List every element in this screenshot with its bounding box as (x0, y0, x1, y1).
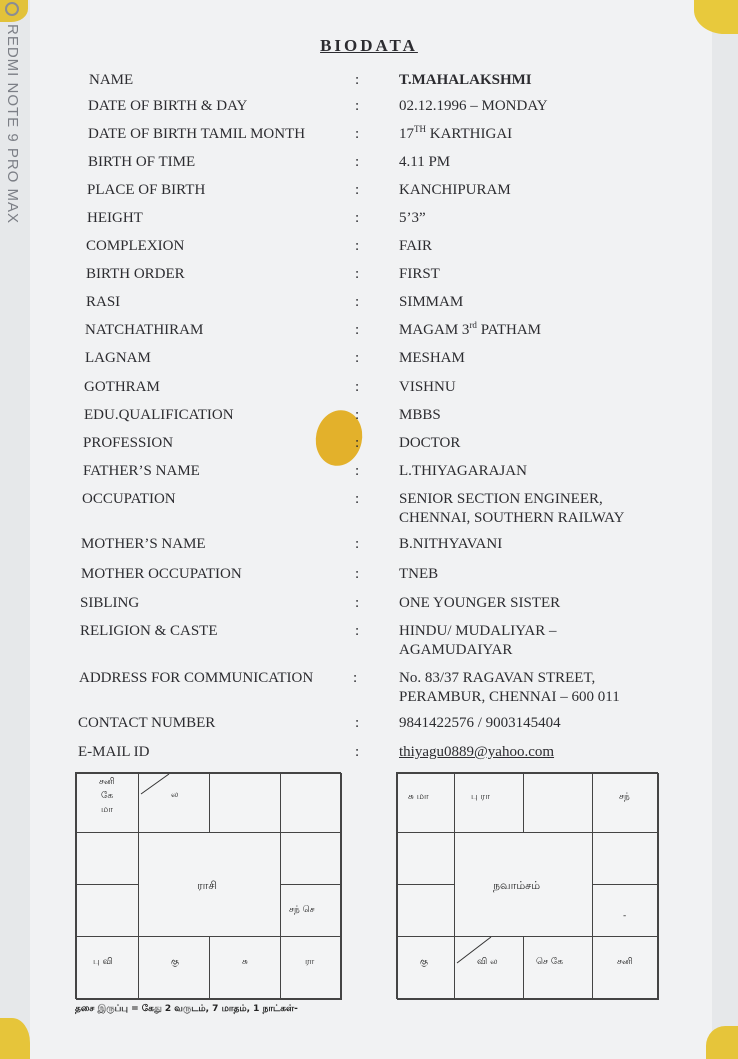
rasi-cell-top-1 (76, 773, 139, 833)
field-colon: : (355, 294, 360, 310)
field-value (399, 125, 512, 144)
field-colon: : (355, 322, 360, 338)
field-colon: : (355, 623, 360, 639)
field-label: MOTHER’S NAME (81, 536, 206, 552)
field-label: COMPLEXION (86, 238, 185, 254)
field-colon: : (355, 463, 360, 479)
field-label: LAGNAM (85, 350, 151, 366)
camera-watermark: REDMI NOTE 9 PRO MAX (4, 24, 21, 225)
value-line-2: AGAMUDAIYAR (399, 642, 513, 658)
field-value: L.THIYAGARAJAN (399, 463, 527, 479)
rasi-cell-bottom-3 (209, 936, 281, 1000)
field-colon: : (355, 407, 360, 423)
value-rest: PATHAM (476, 322, 541, 338)
field-colon: : (355, 210, 360, 226)
planet-label: வி ல (477, 957, 498, 967)
turmeric-stain-bottom-left (0, 1018, 30, 1059)
field-label: NATCHATHIRAM (85, 322, 204, 338)
navamsam-cell-top-4 (592, 773, 659, 833)
navamsam-chart (396, 772, 658, 999)
value-number: MAGAM 3 (399, 322, 470, 338)
field-label: MOTHER OCCUPATION (81, 566, 242, 582)
field-label: SIBLING (80, 595, 140, 611)
navamsam-cell-right-2 (592, 884, 659, 937)
planet-label: மா (101, 805, 113, 815)
field-label: DATE OF BIRTH TAMIL MONTH (88, 126, 306, 142)
planet-label: கு (420, 957, 428, 967)
rasi-cell-bottom-4 (280, 936, 342, 1000)
field-label: PROFESSION (83, 435, 174, 451)
value-superscript: rd (469, 320, 477, 330)
field-label: NAME (89, 72, 134, 88)
rasi-chart (75, 772, 341, 999)
rasi-cell-top-3 (209, 773, 281, 833)
value-line-2: PERAMBUR, CHENNAI – 600 011 (399, 689, 620, 705)
field-value: DOCTOR (399, 435, 461, 451)
navamsam-cell-bottom-1 (397, 936, 455, 1000)
field-colon: : (355, 379, 360, 395)
dasa-balance-note: தசை இருப்பு = கேது 2 வருடம், 7 மாதம், 1 நாட்கள்- (75, 1004, 298, 1014)
rasi-center-label: ராசி (197, 879, 218, 892)
navamsam-cell-top-2 (454, 773, 524, 833)
rasi-cell-top-4 (280, 773, 342, 833)
field-value (399, 622, 557, 660)
planet-label: சனி (617, 957, 633, 967)
navamsam-center (454, 832, 593, 937)
navamsam-cell-bottom-4 (592, 936, 659, 1000)
camera-watermark-dot (5, 2, 19, 16)
field-colon: : (355, 154, 360, 170)
lagnam-marker-line (139, 774, 211, 834)
planet-label: பு ரா (471, 792, 490, 802)
planet-label: - (623, 911, 627, 921)
planet-label: செ கே (536, 957, 563, 967)
field-value: FIRST (399, 266, 440, 282)
field-colon: : (353, 670, 358, 686)
planet-label: சு (242, 957, 248, 967)
field-value: SIMMAM (399, 294, 464, 310)
value-line-1: HINDU/ MUDALIYAR – (399, 623, 557, 639)
field-value: 4.11 PM (399, 154, 451, 170)
field-label: E-MAIL ID (78, 744, 150, 760)
planet-label: சு மா (408, 792, 429, 802)
field-colon: : (355, 536, 360, 552)
planet-label: சந் செ (289, 905, 315, 915)
rasi-center (138, 832, 281, 937)
rasi-cell-right-2 (280, 884, 342, 937)
field-colon: : (355, 266, 360, 282)
value-superscript: TH (414, 124, 426, 134)
field-colon: : (355, 715, 360, 731)
field-value (399, 321, 541, 340)
field-colon: : (355, 72, 360, 88)
navamsam-cell-left-1 (397, 832, 455, 885)
field-value: MBBS (399, 407, 441, 423)
field-value: B.NITHYAVANI (399, 536, 503, 552)
navamsam-cell-bottom-2 (454, 936, 524, 1000)
field-value: 02.12.1996 – MONDAY (399, 98, 548, 114)
rasi-cell-right-1 (280, 832, 342, 885)
value-line-1: SENIOR SECTION ENGINEER, (399, 491, 603, 507)
field-value: MESHAM (399, 350, 465, 366)
field-label: RASI (86, 294, 121, 310)
field-label: GOTHRAM (84, 379, 160, 395)
field-label: FATHER’S NAME (83, 463, 200, 479)
field-label: HEIGHT (87, 210, 143, 226)
field-label: ADDRESS FOR COMMUNICATION (79, 670, 314, 686)
field-colon: : (355, 182, 360, 198)
field-label: BIRTH ORDER (86, 266, 185, 282)
rasi-cell-top-2 (138, 773, 210, 833)
rasi-cell-left-2 (76, 884, 139, 937)
field-value: TNEB (399, 566, 439, 582)
field-colon: : (355, 435, 360, 451)
planet-label: ரா (305, 957, 315, 967)
planet-label: பு வி (93, 957, 113, 967)
field-value: T.MAHALAKSHMI (399, 72, 532, 88)
field-colon: : (355, 491, 360, 507)
field-label: OCCUPATION (82, 491, 176, 507)
field-colon: : (355, 238, 360, 254)
field-label: CONTACT NUMBER (78, 715, 216, 731)
field-label: PLACE OF BIRTH (87, 182, 206, 198)
value-line-1: No. 83/37 RAGAVAN STREET, (399, 670, 596, 686)
planet-label: சந் (619, 792, 630, 802)
navamsam-cell-top-1 (397, 773, 455, 833)
document-title: BIODATA (320, 36, 418, 55)
planet-label: கு (171, 957, 179, 967)
planet-label: ல (171, 790, 179, 800)
value-line-2: CHENNAI, SOUTHERN RAILWAY (399, 510, 625, 526)
field-value: ONE YOUNGER SISTER (399, 595, 561, 611)
navamsam-cell-top-3 (523, 773, 593, 833)
field-colon: : (355, 98, 360, 114)
field-label: EDU.QUALIFICATION (84, 407, 234, 423)
field-value (399, 490, 624, 528)
field-label: DATE OF BIRTH & DAY (88, 98, 248, 114)
field-label: BIRTH OF TIME (88, 154, 196, 170)
rasi-cell-bottom-2 (138, 936, 210, 1000)
field-value: 5’3” (399, 210, 426, 226)
field-label: RELIGION & CASTE (80, 623, 218, 639)
field-value: FAIR (399, 238, 433, 254)
field-colon: : (355, 126, 360, 142)
field-colon: : (355, 744, 360, 760)
value-rest: KARTHIGAI (426, 126, 513, 142)
field-value (399, 669, 620, 707)
rasi-cell-left-1 (76, 832, 139, 885)
planet-label: சனி (99, 777, 115, 787)
lagnam-marker-line (455, 937, 525, 1001)
field-value: VISHNU (399, 379, 456, 395)
value-number: 17 (399, 126, 414, 142)
rasi-cell-bottom-1 (76, 936, 139, 1000)
navamsam-center-label: நவாம்சம் (493, 879, 541, 892)
field-colon: : (355, 595, 360, 611)
navamsam-cell-right-1 (592, 832, 659, 885)
planet-label: கே (101, 791, 114, 801)
email-link[interactable]: thiyagu0889@yahoo.com (399, 744, 555, 760)
navamsam-cell-bottom-3 (523, 936, 593, 1000)
field-value: KANCHIPURAM (399, 182, 511, 198)
navamsam-cell-left-2 (397, 884, 455, 937)
field-colon: : (355, 350, 360, 366)
field-colon: : (355, 566, 360, 582)
field-value: 9841422576 / 9003145404 (399, 715, 561, 731)
turmeric-stain-bottom-right (706, 1026, 738, 1059)
